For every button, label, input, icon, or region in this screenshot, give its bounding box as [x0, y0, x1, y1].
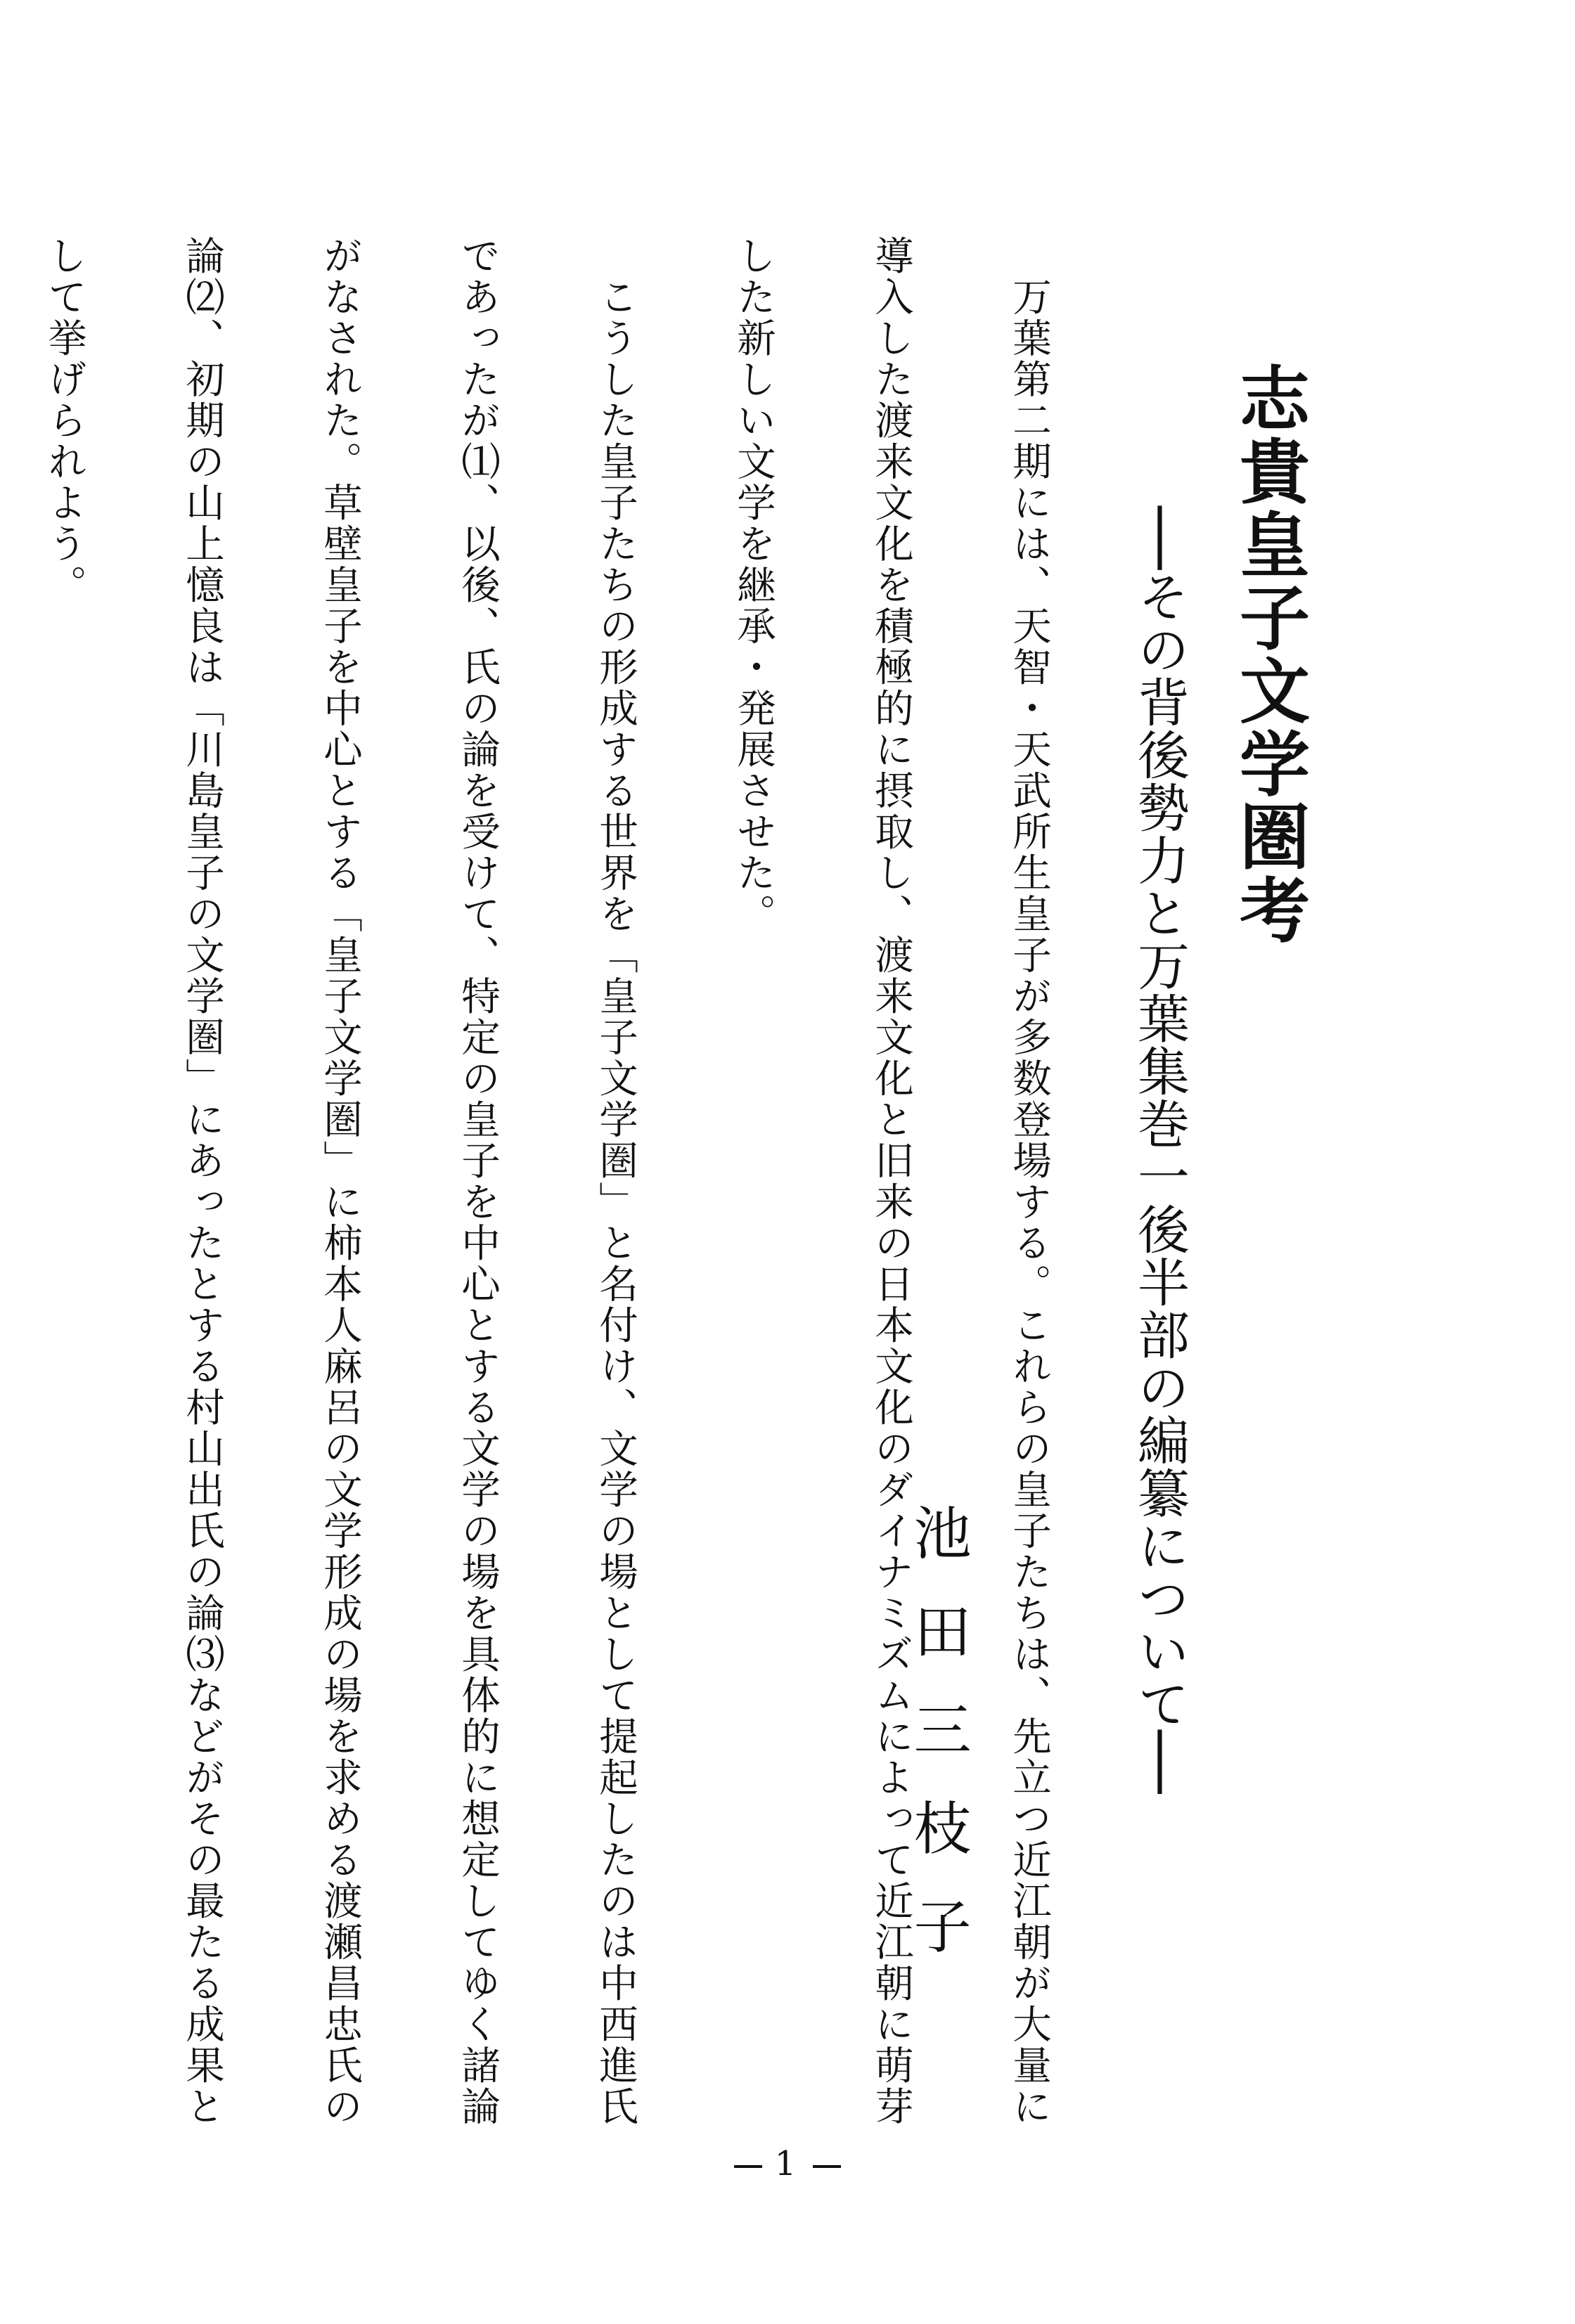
page-number-footer: [0, 2144, 1575, 2183]
article-title: 志貴皇子文学圏考: [1228, 362, 1311, 947]
page-number: 1: [774, 2144, 801, 2183]
page-number-right-dash: [813, 2165, 841, 2168]
page-number-left-dash: [734, 2165, 762, 2168]
article-subtitle: ──その背後勢力と万葉集巻一後半部の編纂について──: [1129, 506, 1190, 1795]
article-body: [0, 235, 1097, 2133]
body-paragraph: 万葉第二期には、天智・天武所生皇子が多数登場する。これらの皇子たちは、先立つ近江朝が大量に導入した渡来文化を積極的に摂取し、渡来文化と旧来の日本文化のダイナミズムによって近江朝に萌芽した新しい文学を継承・発展させた。: [730, 235, 1051, 2127]
body-paragraph: こうした皇子たちの形成する世界を「皇子文学圏」と名付け、文学の場として提起したのは中西進氏であったが⑴、以後、氏の論を受けて、特定の皇子を中心とする文学の場を具体的に想定してゆく諸論がなされた。草壁皇子を中心とする「皇子文学圏」に柿本人麻呂の文学形成の場を求める渡瀬昌忠氏の論⑵、初期の山上憶良は「川島皇子の文学圏」にあったとする村山出氏の論⑶などがその最たる成果として挙げられよう。: [41, 235, 638, 2127]
author-name: 池田三枝子: [904, 1503, 971, 1995]
